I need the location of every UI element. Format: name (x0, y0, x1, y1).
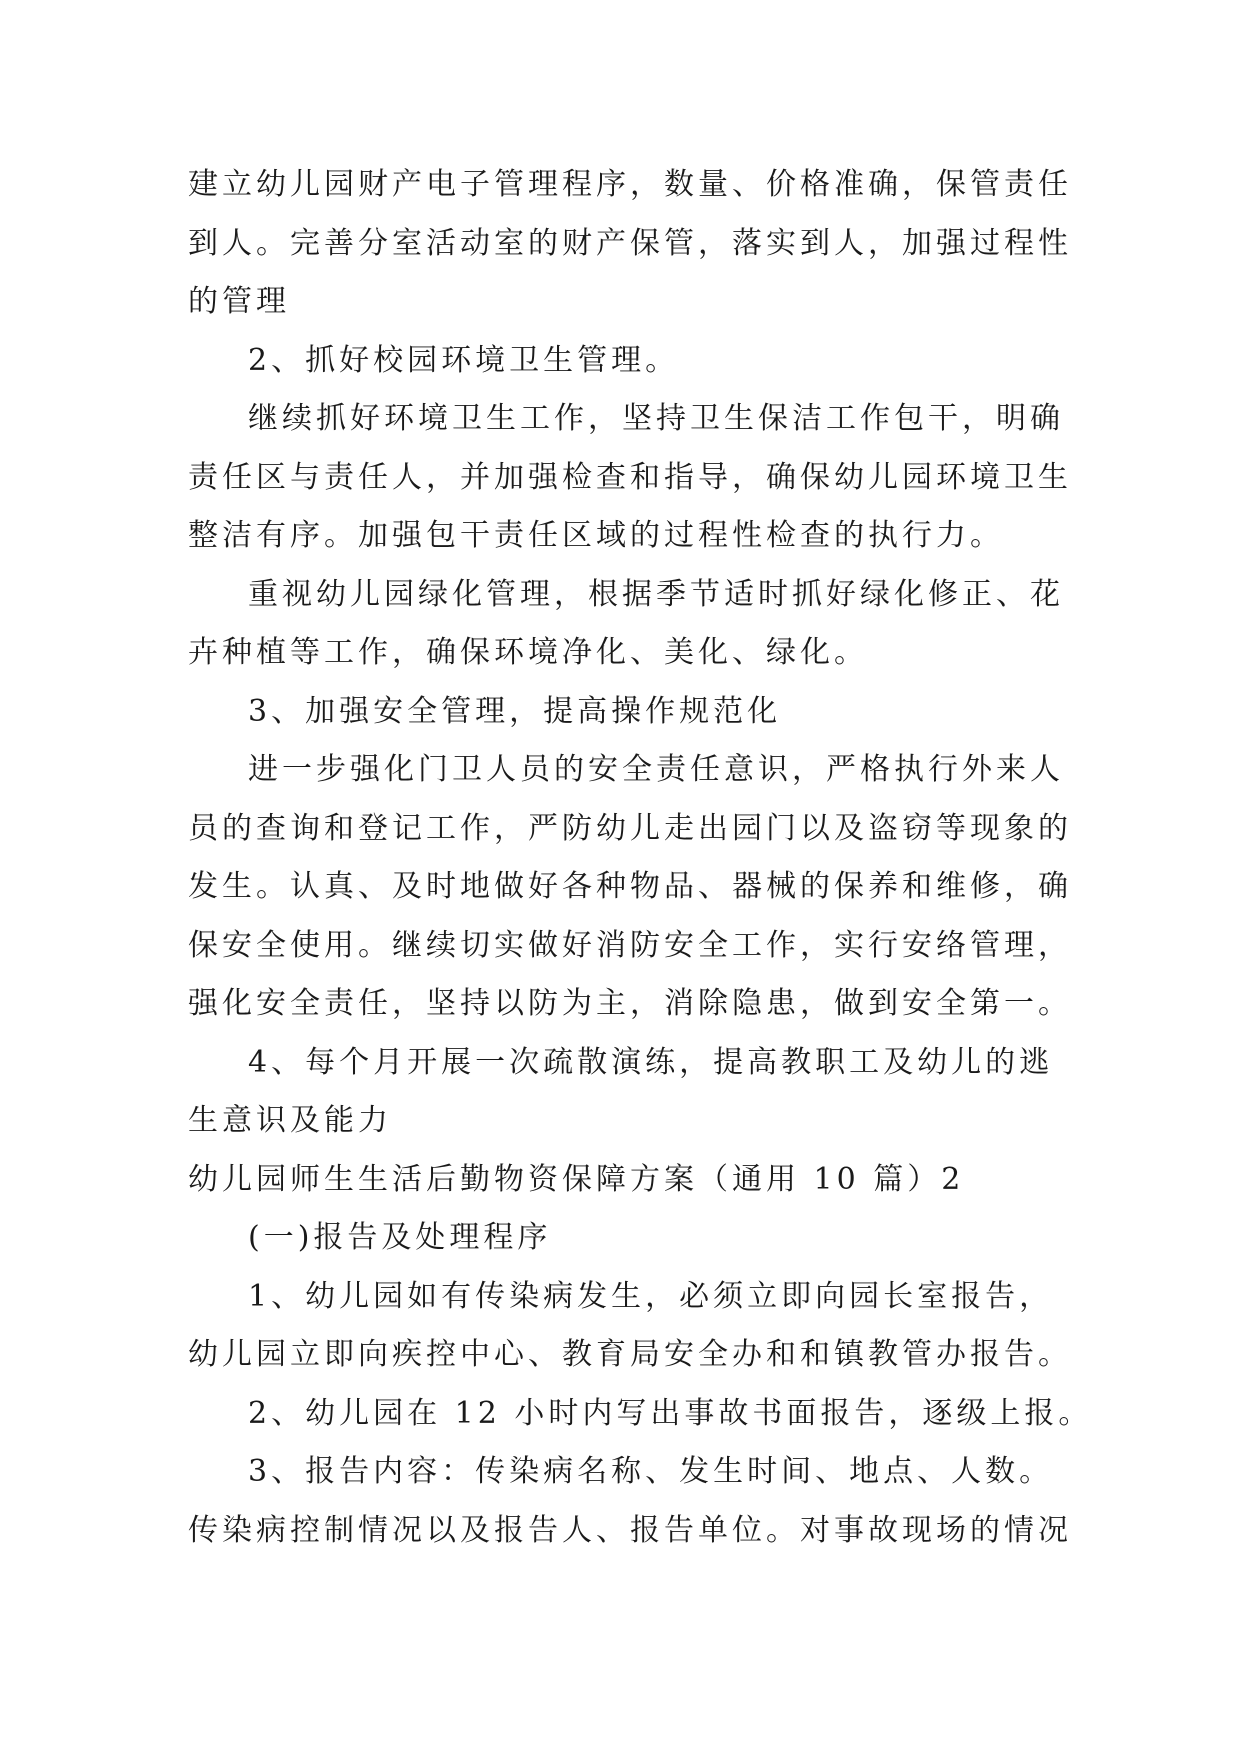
text-line: 继续抓好环境卫生工作，坚持卫生保洁工作包干，明确 (248, 401, 1064, 436)
text-line: 进一步强化门卫人员的安全责任意识，严格执行外来人 (248, 752, 1064, 787)
text-line: 2、抓好校园环境卫生管理。 (248, 342, 680, 378)
text-line: (一)报告及处理程序 (248, 1220, 552, 1255)
text-line: 重视幼儿园绿化管理，根据季节适时抓好绿化修正、花 (248, 576, 1064, 612)
text-line: 员的查询和登记工作，严防幼儿走出园门以及盗窃等现象的 (188, 810, 1072, 846)
text-line: 4、每个月开展一次疏散演练，提高教职工及幼儿的逃 (248, 1044, 1054, 1080)
text-line: 1、幼儿园如有传染病发生，必须立即向园长室报告， (248, 1278, 1054, 1314)
text-line: 到人。完善分室活动室的财产保管，落实到人，加强过程性 (188, 225, 1072, 261)
text-line: 建立幼儿园财产电子管理程序，数量、价格准确，保管责任 (188, 167, 1072, 202)
text-line: 整洁有序。加强包干责任区域的过程性检查的执行力。 (188, 518, 1004, 553)
text-line: 传染病控制情况以及报告人、报告单位。对事故现场的情况 (188, 1512, 1072, 1548)
text-line: 强化安全责任，坚持以防为主，消除隐患，做到安全第一。 (188, 986, 1072, 1021)
text-line: 幼儿园师生生活后勤物资保障方案（通用 10 篇）2 (188, 1161, 965, 1197)
text-line: 2、幼儿园在 12 小时内写出事故书面报告，逐级上报。 (248, 1395, 1093, 1431)
text-line: 责任区与责任人，并加强检查和指导，确保幼儿园环境卫生 (188, 459, 1072, 495)
text-line: 3、报告内容：传染病名称、发生时间、地点、人数。 (248, 1454, 1054, 1489)
text-line: 幼儿园立即向疾控中心、教育局安全办和和镇教管办报告。 (188, 1337, 1072, 1372)
text-line: 生意识及能力 (188, 1103, 392, 1138)
document-body (188, 156, 1093, 1560)
text-line: 保安全使用。继续切实做好消防安全工作，实行安络管理， (188, 927, 1072, 963)
text-line: 3、加强安全管理，提高操作规范化 (248, 693, 782, 729)
text-line: 的管理 (188, 284, 290, 319)
text-line: 卉种植等工作，确保环境净化、美化、绿化。 (188, 635, 868, 670)
text-line: 发生。认真、及时地做好各种物品、器械的保养和维修，确 (188, 869, 1072, 904)
